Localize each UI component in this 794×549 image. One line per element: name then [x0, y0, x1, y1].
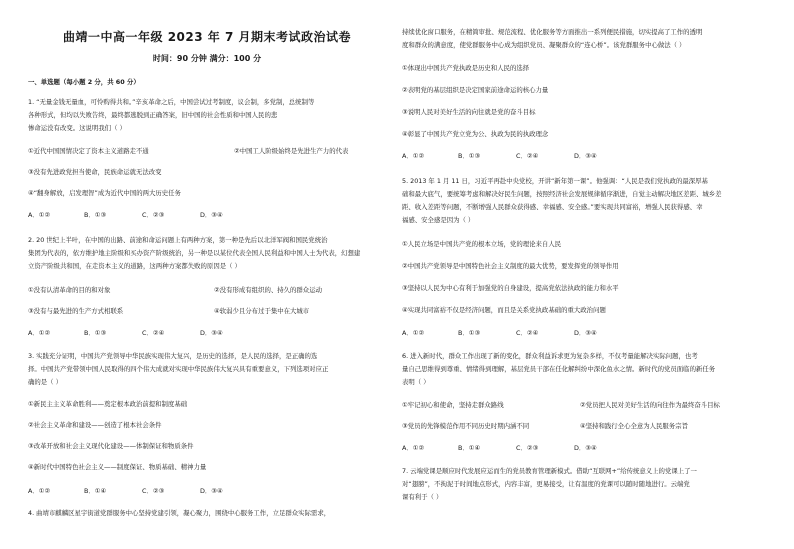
q3-option: ①新民主主义革命胜利——奠定根本政治前提和制度基础: [28, 400, 188, 408]
q6-option: ②党员把人民对美好生活的向往作为最终奋斗目标: [580, 401, 720, 409]
q6-answer: D．③④: [574, 444, 597, 452]
q3-option: ③改革开放和社会主义现代化建设——体制保证和物质条件: [28, 442, 194, 450]
q5-answer: D．③④: [574, 329, 597, 337]
q2-option: ②没有形成有组织的、持久的群众运动: [214, 286, 322, 294]
q3-option: ④新时代中国特色社会主义——制度保证、物质基础、精神力量: [28, 463, 207, 471]
q3-answer: B．①④: [84, 487, 107, 495]
q2-option: ④软弱少且分布过于集中在大城市: [214, 307, 310, 315]
q3-answer: D．③④: [200, 487, 223, 495]
q6-stem-line: 量自己思维得到尊重、情绪得到理解，基层党员干部在任化解纠纷中深化鱼水之情。新时代的党员面临的新任务: [402, 365, 716, 373]
q2-option: ③没有与最先进的生产方式相联系: [28, 307, 124, 315]
section-heading: 一、单选题（每小题 2 分，共 60 分）: [28, 78, 140, 86]
q7-stem-line: 7. 云端党课是顺应时代发展应运而生的党员教育管理新模式。借助“互联网+”给传统意义上的党课上了一: [402, 467, 697, 475]
q4-answer: A．①②: [402, 152, 425, 160]
q4-answer: B．①③: [458, 152, 481, 160]
q1-stem-line: 1. “无量金钱无量血，可怜购得共和。”辛亥革命之后，中国尝试过考制度，议会制，多党制，总统制等: [28, 98, 315, 106]
q1-answer: A．①②: [28, 211, 51, 219]
q3-option: ②社会主义革命和建设——创造了根本社会条件: [28, 421, 162, 429]
q4-option: ②表明党的基层组织是决定国家前途命运的核心力量: [402, 86, 549, 94]
q6-stem-line: 6. 进入新时代，群众工作出现了新的变化，群众利益诉求更为复杂多样，不仅考量能解决实际问题，也考: [402, 352, 698, 360]
q3-answer: A．①②: [28, 487, 51, 495]
q5-option: ①人民立场是中国共产党的根本立场，党的理论来自人民: [402, 240, 562, 248]
q3-stem-line: 3. 实践充分证明，中国共产党领导中华民族实现伟大复兴，是历史的选择，是人民的选择，是正确的选: [28, 352, 318, 360]
q2-answer: C．②④: [142, 329, 165, 337]
q2-option: ①没有认清革命的目的和对象: [28, 286, 111, 294]
q4-stem-line: 度和群众的满意度，使党群服务中心成为组织党员、凝聚群众的“连心桥”。该党群服务中心做法（ ）: [402, 41, 686, 49]
q2-stem-line: 集团为代表的，依方维护地主阶级和买办资产阶级统治，另一种是以某位代表全国人民利益和中国人士为代表，幻想建: [28, 249, 361, 257]
q1-option: ①近代中国国情决定了资本主义道路走不通: [28, 147, 149, 155]
q5-option: ②中国共产党领导是中国特色社会主义制度的最大优势，要发挥党的领导作用: [402, 262, 619, 270]
q3-stem-line: 确的是（ ）: [28, 378, 62, 386]
q2-answer: B．①③: [84, 329, 107, 337]
q3-answer: C．②③: [142, 487, 165, 495]
q7-stem-line: 对“翅膀”，不拘泥于时间地点形式，内容丰富，更易接受，让有温度的党课可以随时随地进行。云端党: [402, 480, 690, 488]
q6-option: ③党员的先锋模范作用不同历史时期内涵不同: [402, 422, 530, 430]
q5-stem-line: 础和最大底气，要统筹考虑和解决好民生问题，按照经济社会发展规律循序渐进，自觉主动解决地区差距、城乡差: [402, 190, 722, 198]
q2-answer: D．③④: [200, 329, 223, 337]
q4-stem-line: 4. 曲靖市麒麟区星宇街道党群服务中心坚持党建引领，凝心聚力，围绕中心服务工作，立足群众实际需求，: [28, 509, 331, 517]
q5-answer: A．①②: [402, 329, 425, 337]
q6-option: ①牢记初心和使命，坚持走群众路线: [402, 401, 504, 409]
q2-stem-line: 2. 20 世纪上半叶，在中国的出路、前途和命运问题上有两种方案，第一种是先后以北洋军阀和国民党统治: [28, 236, 328, 244]
page-title: 曲靖一中高一年级 2023 年 7 月期末考试政治试卷: [63, 30, 351, 44]
q5-answer: B．①③: [458, 329, 481, 337]
q4-option: ①体现出中国共产党执政是历史和人民的选择: [402, 64, 530, 72]
q6-answer: A．①②: [402, 444, 425, 452]
q2-answer: A．①②: [28, 329, 51, 337]
q4-option: ④彰显了中国共产党立党为公、执政为民的执政理念: [402, 130, 549, 138]
q5-stem-line: 5. 2013 年 1 月 11 日，习近平再赴中央党校，开讲“新年第一课”。他强调：“人民是我们党执政的最深厚基: [402, 177, 708, 185]
q5-option: ④实现共同富裕不仅是经济问题，而且是关系党执政基础的重大政治问题: [402, 306, 606, 314]
q4-option: ③说明人民对美好生活的向往就是党的奋斗目标: [402, 108, 536, 116]
q4-stem-line: 持续优化窗口服务，在精简审批、规范流程、优化服务等方面推出一系列便民措施，切实提高了工作的透明: [402, 28, 703, 36]
q1-stem-line: 各种形式，但均以失败告终，最终都逃脱到正确答案，旧中国的社会性质和中国人民的悲: [28, 111, 278, 119]
q3-stem-line: 择。中国共产党带领中国人民取得的四个伟大成就对实现中华民族伟大复兴具有重要意义，下列选项对应正: [28, 365, 329, 373]
q2-stem-line: 立资产阶级共和国，在走资本主义的道路，这两种方案都失败的原因是（ ）: [28, 262, 241, 270]
q5-answer: C．②④: [516, 329, 539, 337]
q4-answer: D．③④: [574, 152, 597, 160]
q5-stem-line: 福感、安全感是因为（ ）: [402, 216, 475, 224]
q1-option: ③没有先进政党担当使命，民族命运就无法改变: [28, 168, 162, 176]
q1-answer: D．③④: [200, 211, 223, 219]
q1-option: ④“翻身解放，启发理智”成为近代中国的两大历史任务: [28, 189, 181, 197]
q1-option: ②中国工人阶级始终是先进生产力的代表: [234, 147, 349, 155]
exam-time-info: 时间：90 分钟 满分：100 分: [152, 54, 262, 63]
q4-answer: C．②④: [516, 152, 539, 160]
q1-stem-line: 惨命运没有改变。这说明我们（ ）: [28, 124, 126, 132]
q7-stem-line: 课有利于（ ）: [402, 493, 443, 501]
q1-answer: C．②③: [142, 211, 165, 219]
q6-answer: C．②③: [516, 444, 539, 452]
q6-option: ④坚持和践行全心全意为人民服务宗旨: [580, 422, 688, 430]
q5-stem-line: 距、收入差距等问题，不断增强人民群众获得感、幸福感、安全感。”要实现共同富裕，增强人民获得感、幸: [402, 203, 703, 211]
q5-option: ③坚持以人民为中心有利于加强党的自身建设，提高党依法执政的能力和水平: [402, 284, 619, 292]
q6-answer: B．①④: [458, 444, 481, 452]
q1-answer: B．①③: [84, 211, 107, 219]
q6-stem-line: 表明（ ）: [402, 378, 430, 386]
